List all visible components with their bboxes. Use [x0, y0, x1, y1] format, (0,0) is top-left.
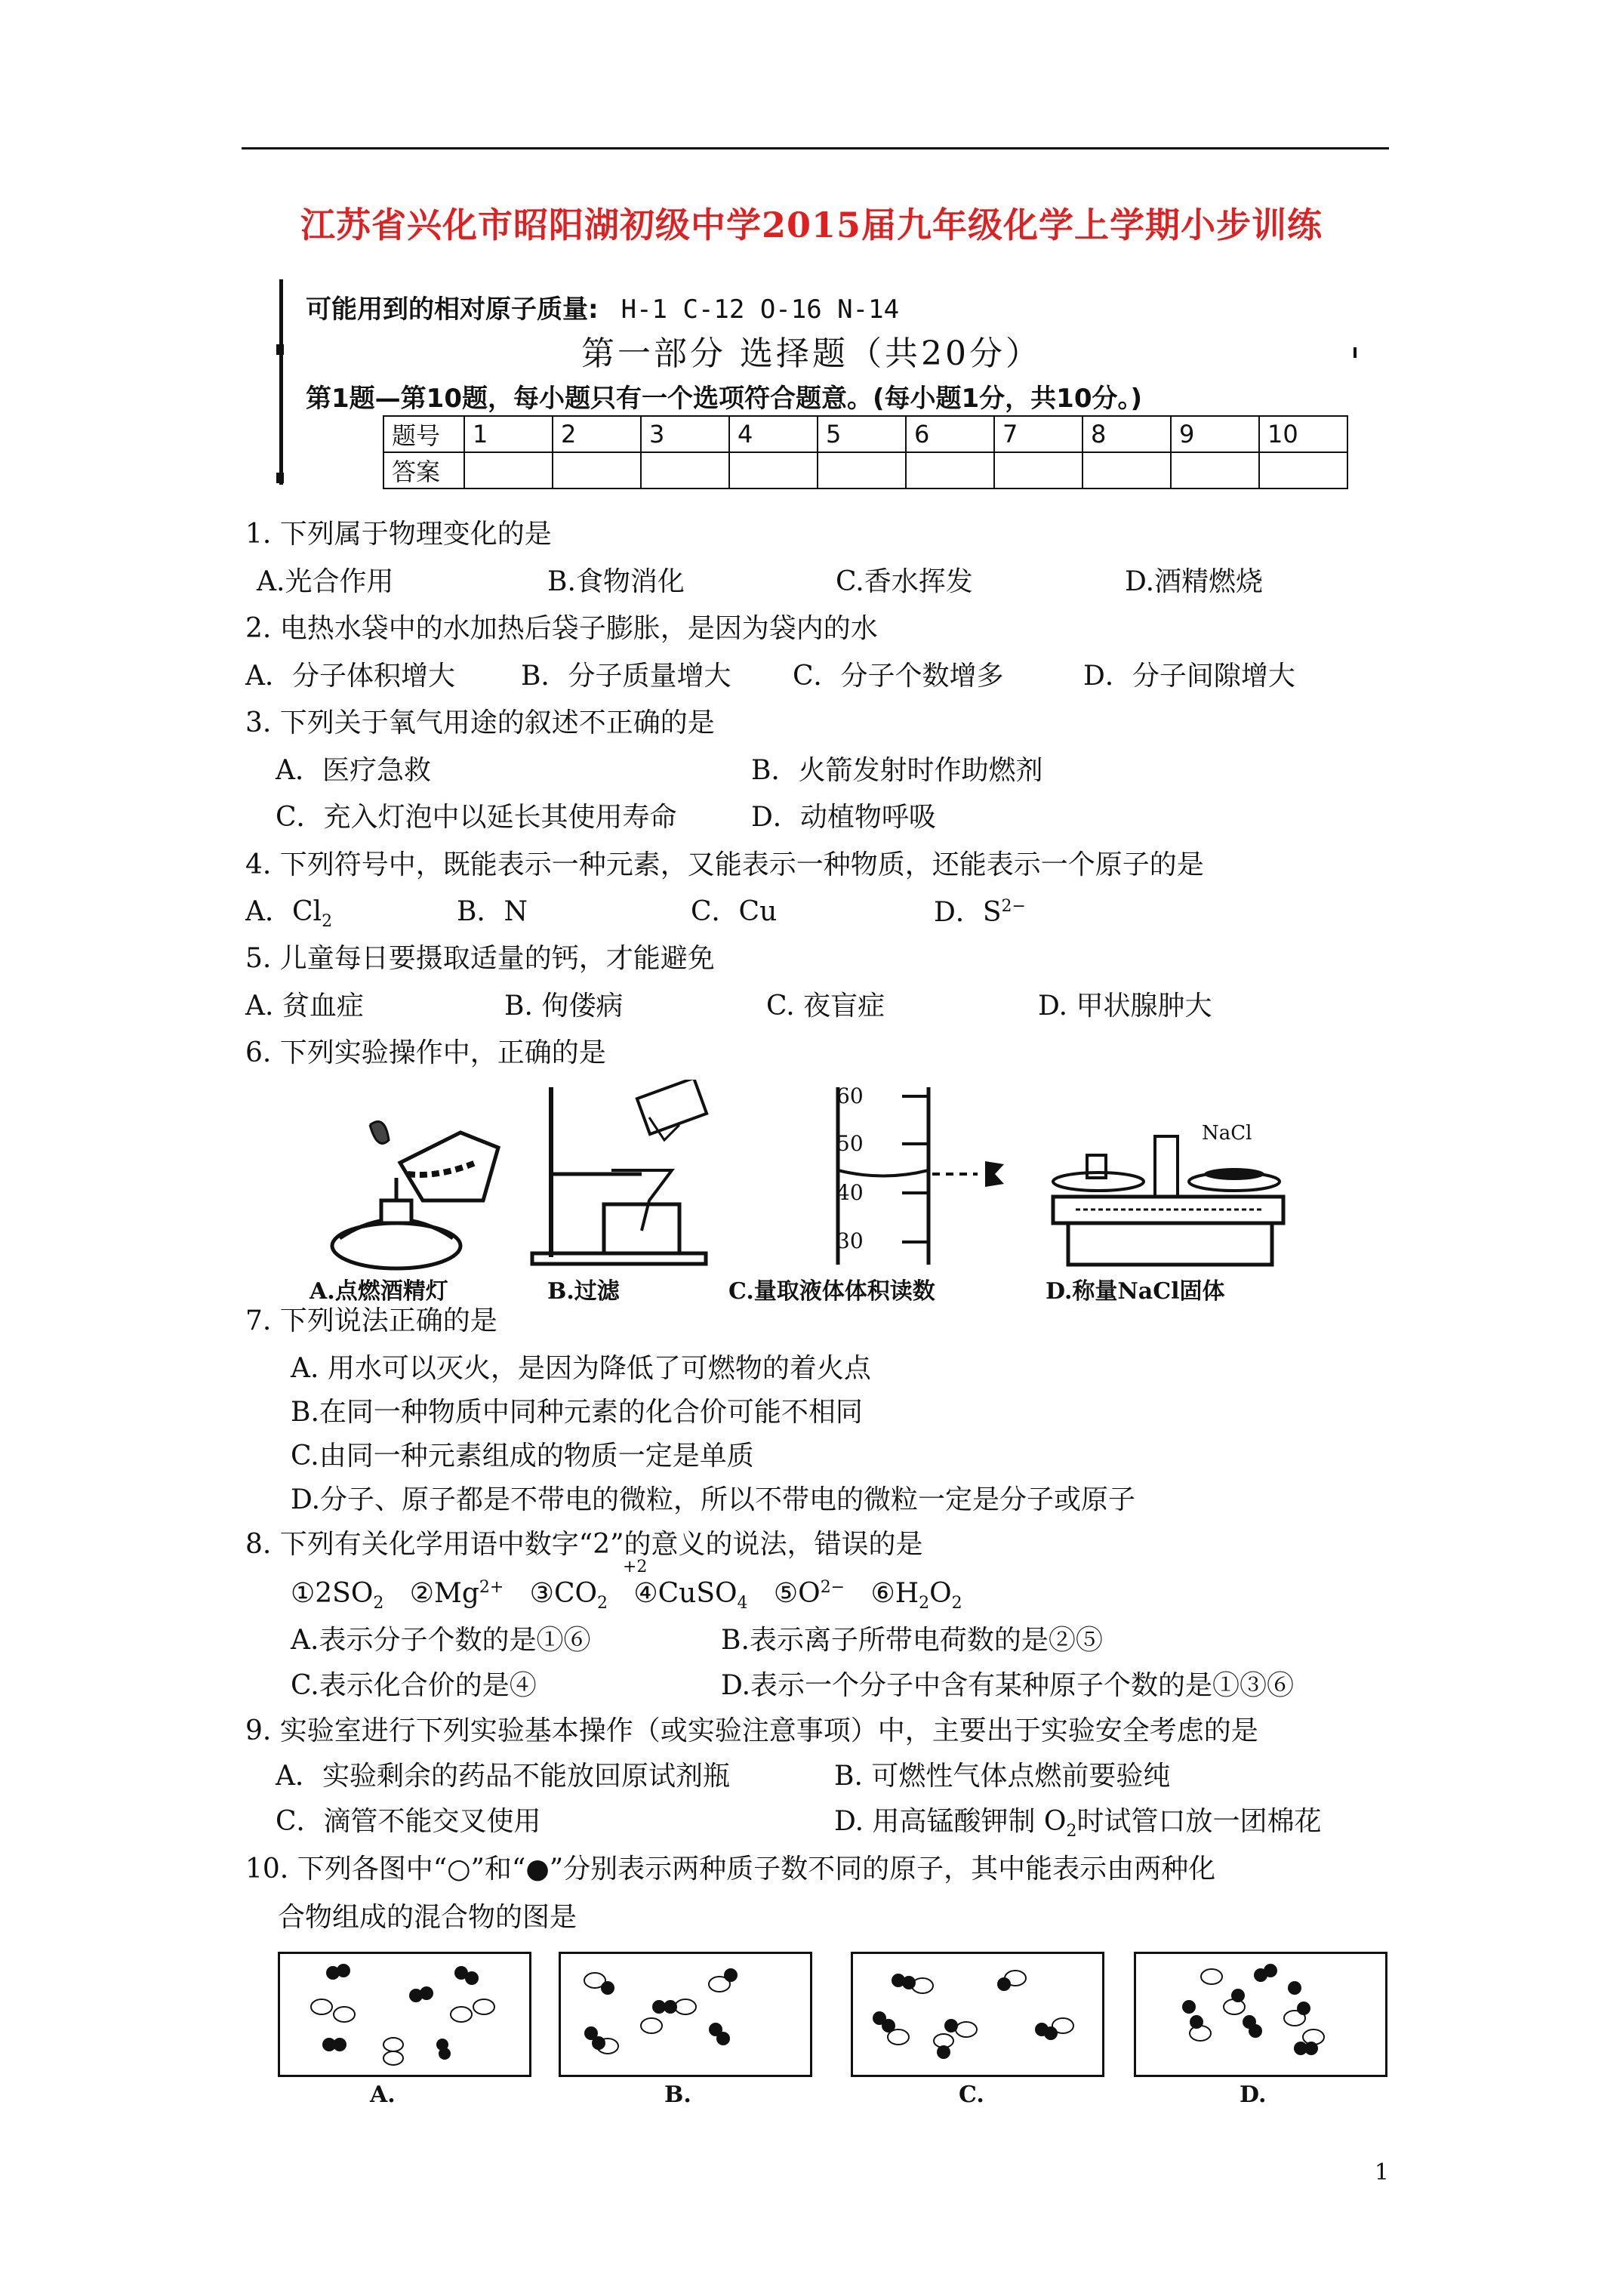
answer-table	[383, 415, 1348, 489]
table-cell: 8	[1083, 416, 1171, 452]
q2-stem: 2. 电热水袋中的水加热后袋子膨胀，是因为袋内的水	[245, 613, 878, 644]
table-cell: 5	[818, 416, 906, 452]
scale-40: 40	[836, 1180, 864, 1205]
table-cell: 2	[553, 416, 641, 452]
q1-option-d: D.酒精燃烧	[1125, 566, 1264, 597]
q9-option-c: C．滴管不能交叉使用	[276, 1806, 541, 1837]
answer-cell[interactable]	[994, 452, 1083, 488]
box-marker	[276, 344, 284, 355]
q7-stem: 7. 下列说法正确的是	[245, 1305, 497, 1336]
q5-option-b: B. 佝偻病	[504, 991, 624, 1022]
particle-box-b	[559, 1952, 812, 2077]
q3-stem: 3. 下列关于氧气用途的叙述不正确的是	[245, 707, 715, 738]
formula-6-mid: O	[929, 1578, 952, 1609]
page-number: 1	[1374, 2159, 1389, 2186]
table-row	[383, 452, 1347, 488]
q4-stem: 4. 下列符号中，既能表示一种元素，又能表示一种物质，还能表示一个原子的是	[245, 849, 1204, 880]
q3-option-d: D．动植物呼吸	[751, 802, 936, 833]
atomic-mass-line	[306, 288, 899, 325]
q9-option-d	[834, 1808, 1321, 1840]
q9-d-post: 时试管口放一团棉花	[1076, 1806, 1322, 1837]
q9-d-sub: 2	[1066, 1822, 1077, 1841]
formula-3: ③CO	[529, 1578, 598, 1609]
q9-stem: 9. 实验室进行下列实验基本操作（或实验注意事项）中，主要出于实验安全考虑的是	[245, 1715, 1258, 1746]
formula-1: ①2SO	[291, 1578, 374, 1609]
answer-cell[interactable]	[1171, 452, 1259, 488]
q3-option-c: C．充入灯泡中以延长其使用寿命	[276, 802, 677, 833]
formula-2-sup: 2+	[479, 1578, 504, 1597]
q8-plus2: +2	[623, 1558, 648, 1576]
nacl-label: NaCl	[1202, 1122, 1252, 1145]
q6-caption-b: B.过滤	[547, 1278, 620, 1305]
q4-a-sub: 2	[322, 912, 333, 932]
table-cell: 答案	[383, 452, 464, 488]
q8-option-c: C.表示化合价的是④	[291, 1670, 537, 1701]
instruction: 第1题—第10题，每小题只有一个选项符合题意。(每小题1分，共10分。)	[306, 384, 1143, 414]
q10-label-c: C.	[959, 2082, 984, 2108]
answer-cell[interactable]	[729, 452, 818, 488]
box-marker	[276, 473, 284, 483]
formula-2: ②Mg	[409, 1578, 479, 1609]
q3-option-b: B．火箭发射时作助燃剂	[751, 755, 1043, 786]
q4-option-a	[245, 898, 332, 930]
q8-option-d: D.表示一个分子中含有某种原子个数的是①③⑥	[721, 1670, 1295, 1701]
particles-c	[853, 1954, 1102, 2075]
q10-label-b: B.	[664, 2082, 691, 2108]
q9-option-b: B. 可燃性气体点燃前要验纯	[834, 1761, 1171, 1792]
q10-stem: 10. 下列各图中“○”和“●”分别表示两种质子数不同的原子，其中能表示由两种化	[245, 1854, 1216, 1885]
q6-caption-d: D.称量NaCl固体	[1046, 1278, 1225, 1305]
q10-stem-2: 合物组成的混合物的图是	[278, 1902, 577, 1933]
balance-figure	[1046, 1122, 1287, 1268]
formula-6-sub1: 2	[919, 1594, 930, 1613]
q7-option-b: B.在同一种物质中同种元素的化合价可能不相同	[291, 1397, 863, 1428]
q8-option-a: A.表示分子个数的是①⑥	[291, 1625, 591, 1656]
page-title: 江苏省兴化市昭阳湖初级中学2015届九年级化学上学期小步训练	[300, 205, 1323, 245]
table-row	[383, 416, 1347, 452]
scale-30: 30	[836, 1228, 864, 1253]
q2-option-b: B．分子质量增大	[521, 661, 731, 692]
filtration-figure	[528, 1080, 725, 1268]
q5-option-d: D. 甲状腺肿大	[1038, 991, 1212, 1022]
answer-cell[interactable]	[464, 452, 553, 488]
atomic-mass-label: 可能用到的相对原子质量:	[306, 294, 599, 325]
q5-option-c: C. 夜盲症	[766, 991, 885, 1022]
q2-option-c: C．分子个数增多	[793, 661, 1004, 692]
q7-option-d: D.分子、原子都是不带电的微粒，所以不带电的微粒一定是分子或原子	[291, 1484, 1136, 1515]
q2-option-a: A．分子体积增大	[245, 661, 455, 692]
formula-5: ⑤O	[773, 1578, 821, 1609]
q2-option-d: D．分子间隙增大	[1083, 661, 1295, 692]
table-cell: 3	[641, 416, 729, 452]
formula-5-sup: 2−	[820, 1578, 845, 1597]
q7-option-a: A. 用水可以灭火，是因为降低了可燃物的着火点	[291, 1353, 871, 1384]
particle-box-c	[851, 1952, 1104, 2077]
particles-b	[561, 1954, 810, 2075]
q1-option-a: A.光合作用	[257, 566, 394, 597]
table-cell: 4	[729, 416, 818, 452]
answer-cell[interactable]	[818, 452, 906, 488]
q7-option-c: C.由同一种元素组成的物质一定是单质	[291, 1441, 754, 1472]
q6-caption-c: C.量取液体体积读数	[728, 1278, 935, 1305]
q1-option-c: C.香水挥发	[836, 566, 973, 597]
q8-option-b: B.表示离子所带电荷数的是②⑤	[721, 1625, 1103, 1656]
q4-option-d	[934, 898, 1026, 926]
particles-a	[280, 1954, 529, 2075]
alcohol-lamp-figure	[325, 1117, 513, 1276]
answer-cell[interactable]	[553, 452, 641, 488]
formula-6: ⑥H	[870, 1578, 919, 1609]
formula-6-sub2: 2	[951, 1594, 962, 1613]
box-marker	[1354, 347, 1357, 358]
header-box	[279, 279, 1359, 485]
answer-cell[interactable]	[906, 452, 994, 488]
particles-d	[1136, 1954, 1385, 2075]
formula-3-sub: 2	[597, 1594, 608, 1613]
answer-cell[interactable]	[641, 452, 729, 488]
q4-d-text: D．S	[934, 897, 1002, 928]
formula-4-sub: 4	[737, 1594, 748, 1613]
scale-60: 60	[836, 1083, 864, 1108]
q10-label-a: A.	[370, 2082, 396, 2108]
formula-4: ④CuSO	[633, 1578, 738, 1609]
particle-box-a	[278, 1952, 531, 2077]
q3-option-a: A．医疗急救	[276, 755, 431, 786]
top-rule	[242, 147, 1389, 149]
q5-option-a: A. 贫血症	[245, 991, 364, 1022]
q1-option-b: B.食物消化	[547, 566, 685, 597]
particle-box-d	[1134, 1952, 1387, 2077]
part-title: 第一部分 选择题（共20分）	[581, 334, 1042, 373]
table-cell: 6	[906, 416, 994, 452]
q1-stem: 1. 下列属于物理变化的是	[245, 519, 552, 550]
table-cell: 题号	[383, 416, 464, 452]
table-cell: 7	[994, 416, 1083, 452]
q8-formulas	[291, 1579, 962, 1612]
q6-caption-a: A.点燃酒精灯	[310, 1278, 448, 1305]
table-cell: 9	[1171, 416, 1259, 452]
answer-cell[interactable]	[1083, 452, 1171, 488]
q4-option-c: C．Cu	[691, 896, 778, 927]
q4-d-sup: 2−	[1001, 897, 1026, 916]
table-cell: 10	[1259, 416, 1347, 452]
table-cell: 1	[464, 416, 553, 452]
scale-50: 50	[836, 1131, 864, 1156]
q4-option-b: B．N	[457, 896, 528, 927]
formula-1-sub: 2	[373, 1594, 384, 1613]
q10-label-d: D.	[1240, 2082, 1267, 2108]
q5-stem: 5. 儿童每日要摄取适量的钙，才能避免	[245, 943, 715, 974]
answer-cell[interactable]	[1259, 452, 1347, 488]
q8-stem: 8. 下列有关化学用语中数字“2”的意义的说法，错误的是	[245, 1529, 923, 1560]
atomic-mass-values: H-1 C-12 O-16 N-14	[621, 294, 900, 325]
q9-option-a: A．实验剩余的药品不能放回原试剂瓶	[276, 1761, 730, 1792]
q9-d-text: D. 用高锰酸钾制 O	[834, 1806, 1067, 1837]
q6-stem: 6. 下列实验操作中，正确的是	[245, 1037, 606, 1068]
q4-a-text: A．Cl	[245, 896, 322, 927]
